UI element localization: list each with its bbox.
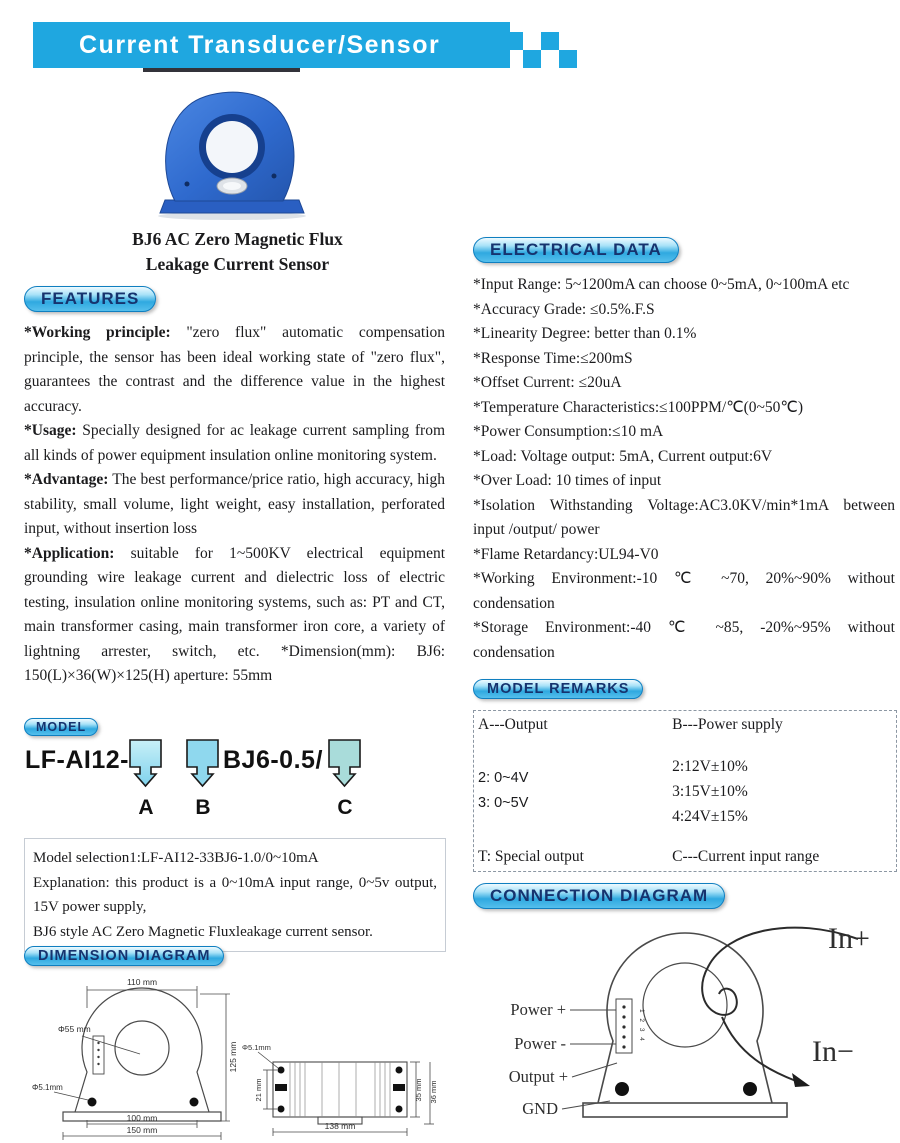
feature-label: *Working principle: xyxy=(24,324,171,341)
spec-line: *Flame Retardancy:UL94-V0 xyxy=(473,545,659,563)
checker-square xyxy=(523,50,541,68)
product-title-line2: Leakage Current Sensor xyxy=(145,254,330,274)
remarks-cell: C---Current input range xyxy=(672,848,820,865)
connection-diagram-header: CONNECTION DIAGRAM xyxy=(473,883,725,909)
feature-label: *Application: xyxy=(24,544,115,562)
spec-line: *Isolation Withstanding Voltage:AC3.0KV/min*1mA between input /output/ power xyxy=(473,496,895,538)
spec-line: *Input Range: 5~1200mA can choose 0~5mA, 0~100mA etc xyxy=(473,276,850,293)
side-pitch-label: 21 mm xyxy=(254,1078,263,1102)
model-label-a: A xyxy=(138,796,154,819)
checker-square xyxy=(505,32,523,50)
spec-line: *Working Environment:-10 ℃ ~70, 20%~90% without condensation xyxy=(473,570,895,612)
feature-label: *Usage: xyxy=(24,422,77,439)
dim-top-width-label: 110 mm xyxy=(126,977,158,987)
front-outline xyxy=(75,988,209,1112)
banner-title: Current Transducer/Sensor xyxy=(79,30,441,59)
remarks-right-column xyxy=(668,711,896,871)
spec-line: *Response Time:≤200mS xyxy=(473,349,633,367)
checker-square xyxy=(559,50,577,68)
pin-label-power-minus: Power - xyxy=(514,1034,566,1053)
model-selection-box xyxy=(24,838,446,952)
side-h2-label: 36 mm xyxy=(429,1080,438,1104)
remarks-cell: A---Output xyxy=(478,716,548,733)
selection-line: Explanation: this product is a 0~10mA input range, 0~5v output, 15V power supply, xyxy=(33,874,437,915)
model-label-c: C xyxy=(337,796,353,819)
dim-height-label: 125 mm xyxy=(228,1041,238,1073)
feature-body: suitable for 1~500KV electrical equipment grounding wire leakage current and dielectric loss of electric testing, insulation online monitoring systems, such as: PT and CT, main transformer casing, main transformer iron core, a variety of lightning arrester, switch, etc. *Dimension(mm): BJ6: 150(L)×36(W)×125(H) aperture: 55mm xyxy=(24,544,446,684)
connection-screw-hole xyxy=(743,1082,757,1096)
electrical-data-header: ELECTRICAL DATA xyxy=(473,237,679,263)
spec-line: *Accuracy Grade: ≤0.5%.F.S xyxy=(473,300,655,318)
model-prefix: LF-AI12- xyxy=(25,746,129,774)
remarks-cell: 2:12V±10% xyxy=(672,757,748,775)
front-screw-hole xyxy=(88,1098,97,1107)
spec-line: *Storage Environment:-40 ℃ ~85, -20%~95% without condensation xyxy=(473,619,895,661)
spec-line: *Temperature Characteristics:≤100PPM/℃(0~50℃) xyxy=(473,398,803,416)
product-title-line1: BJ6 AC Zero Magnetic Flux xyxy=(132,229,343,249)
remarks-cell: B---Power supply xyxy=(672,716,783,733)
remarks-cell: T: Special output xyxy=(478,848,584,865)
dim-inner-width-label: 100 mm xyxy=(126,1113,158,1123)
model-remarks-header: MODEL REMARKS xyxy=(473,679,643,699)
product-label-inner xyxy=(223,182,241,190)
connection-diagram xyxy=(470,913,898,1141)
in-minus-label: In− xyxy=(812,1035,854,1068)
feature-body: "zero flux" automatic compensation principle, the sensor has been ideal working state of "zero flux", guarantees the contrast and the difference value in the highest accuracy. xyxy=(24,324,445,415)
selection-line: BJ6 style AC Zero Magnetic Fluxleakage current sensor. xyxy=(33,923,373,940)
features-header: FEATURES xyxy=(24,286,156,312)
page-banner xyxy=(33,22,510,68)
wire-arrowhead xyxy=(792,1073,810,1087)
side-outline xyxy=(273,1062,407,1117)
feature-paragraph xyxy=(24,419,445,468)
pin-label-power-plus: Power + xyxy=(510,1000,566,1019)
electrical-data-list xyxy=(473,273,895,665)
pin-label-gnd: GND xyxy=(522,1099,558,1118)
banner-underline xyxy=(143,68,300,72)
in-plus-label: In+ xyxy=(828,922,870,955)
screw-hole xyxy=(272,174,277,179)
checker-square xyxy=(541,32,559,50)
dimension-front-view xyxy=(30,974,245,1142)
connection-aperture xyxy=(643,963,727,1047)
side-h1-label: 35 mm xyxy=(414,1078,423,1102)
model-remarks-table xyxy=(473,710,897,872)
front-connector xyxy=(93,1036,104,1074)
feature-paragraph xyxy=(24,321,445,419)
product-title xyxy=(95,227,380,277)
screw-hole xyxy=(185,182,190,187)
connection-pin-numbers: 1 2 3 4 xyxy=(638,1009,645,1043)
side-hole xyxy=(278,1067,285,1074)
connection-base xyxy=(583,1103,787,1117)
model-middle: BJ6-0.5/ xyxy=(223,746,323,774)
dimension-diagram-header: DIMENSION DIAGRAM xyxy=(24,946,224,966)
dim-hole-label: Φ5.1mm xyxy=(32,1083,63,1092)
model-label-b: B xyxy=(195,796,211,819)
dim-outer-width-label: 150 mm xyxy=(126,1125,158,1135)
product-hole xyxy=(206,121,258,173)
model-slot-a-icon xyxy=(128,738,164,792)
remarks-right-options xyxy=(672,754,892,829)
front-aperture xyxy=(115,1021,169,1075)
side-length-label: 138 mm xyxy=(324,1121,356,1131)
connection-screw-hole xyxy=(615,1082,629,1096)
feature-paragraph xyxy=(24,542,445,689)
spec-line: *Linearity Degree: better than 0.1% xyxy=(473,325,697,342)
model-header: MODEL xyxy=(24,718,98,736)
remarks-cell: 3: 0~5V xyxy=(478,795,529,811)
feature-paragraph xyxy=(24,468,445,542)
spec-line: *Over Load: 10 times of input xyxy=(473,472,662,489)
product-photo xyxy=(153,80,311,222)
remarks-cell: 4:24V±15% xyxy=(672,807,748,825)
remarks-cell: 3:15V±10% xyxy=(672,782,748,800)
feature-label: *Advantage: xyxy=(24,471,109,488)
dim-aperture-label: Φ55 mm xyxy=(58,1024,91,1034)
spec-line: *Power Consumption:≤10 mA xyxy=(473,423,664,440)
spec-line: *Offset Current: ≤20uA xyxy=(473,374,622,391)
remarks-cell: 2: 0~4V xyxy=(478,770,529,786)
side-hole-label: Φ5.1mm xyxy=(242,1043,271,1052)
model-slot-c-icon xyxy=(327,738,363,792)
pin-label-output-plus: Output + xyxy=(508,1067,568,1086)
product-base xyxy=(160,200,304,213)
dimension-side-view xyxy=(240,1020,440,1142)
feature-body: Specially designed for ac leakage current sampling from all kinds of power equipment insulation online monitoring system. xyxy=(24,422,445,464)
spec-line: *Load: Voltage output: 5mA, Current output:6V xyxy=(473,447,773,465)
selection-line: Model selection1:LF-AI12-33BJ6-1.0/0~10mA xyxy=(33,850,319,866)
feature-body: The best performance/price ratio, high accuracy, high stability, small volume, light weight, easy installation, perforated input, without insertion loss xyxy=(24,471,445,537)
remarks-left-options xyxy=(478,766,664,816)
remarks-left-column xyxy=(474,711,668,871)
front-screw-hole xyxy=(190,1098,199,1107)
model-slot-b-icon xyxy=(185,738,221,792)
features-text xyxy=(24,321,445,689)
